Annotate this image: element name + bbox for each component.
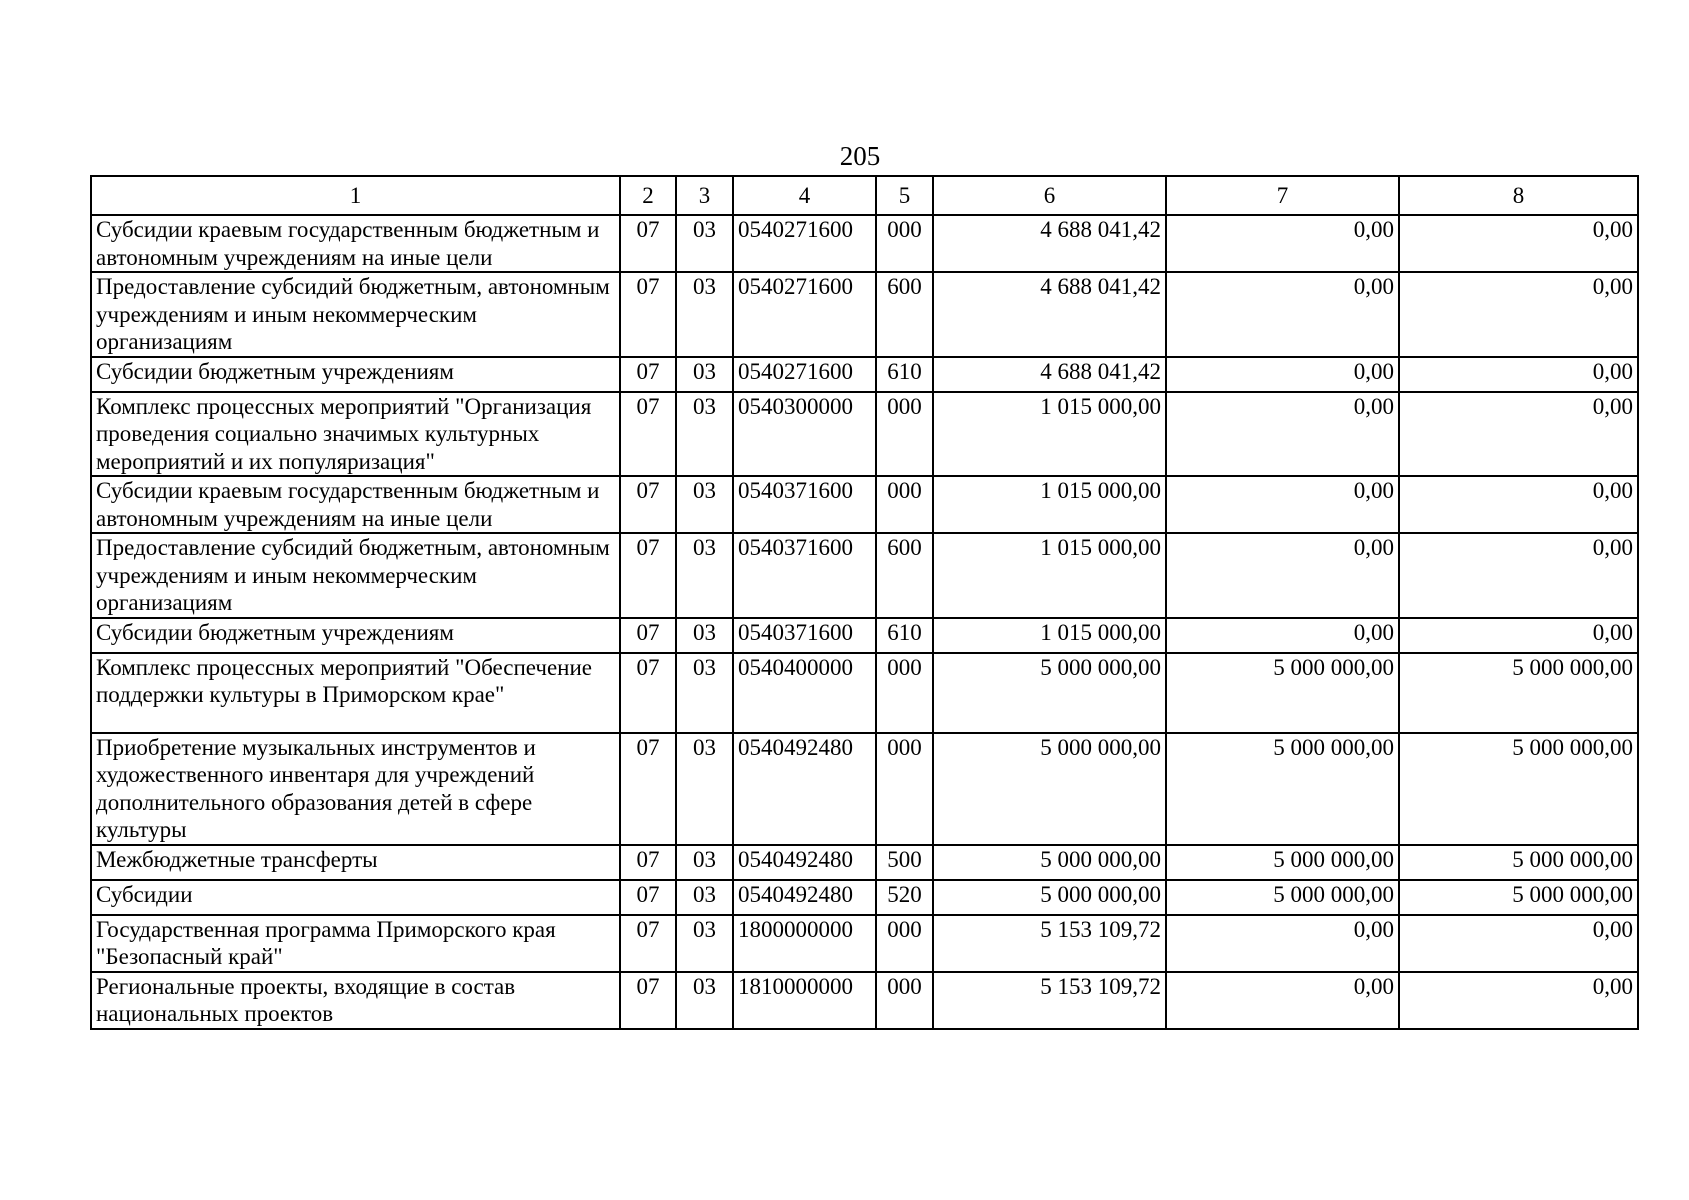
- cell-description: Предоставление субсидий бюджетным, автономным учреждениям и иным некоммерческим организациям: [91, 533, 620, 618]
- cell-amount-col7: 0,00: [1166, 915, 1399, 972]
- cell-description: Региональные проекты, входящие в состав национальных проектов: [91, 972, 620, 1029]
- cell-description: Субсидии краевым государственным бюджетным и автономным учреждениям на иные цели: [91, 215, 620, 272]
- table-row: [91, 653, 1638, 733]
- table-row: [91, 357, 1638, 392]
- cell-amount-col6: 1 015 000,00: [933, 392, 1166, 477]
- table-row: [91, 733, 1638, 845]
- cell-subsection: 03: [676, 272, 733, 357]
- cell-expense-type: 610: [876, 618, 933, 653]
- cell-target-article: 0540492480: [733, 733, 876, 845]
- cell-subsection: 03: [676, 392, 733, 477]
- cell-amount-col6: 1 015 000,00: [933, 533, 1166, 618]
- cell-amount-col8: 0,00: [1399, 533, 1638, 618]
- cell-amount-col6: 4 688 041,42: [933, 272, 1166, 357]
- cell-amount-col6: 5 153 109,72: [933, 972, 1166, 1029]
- budget-table: [90, 175, 1639, 1030]
- cell-expense-type: 600: [876, 272, 933, 357]
- cell-amount-col8: 5 000 000,00: [1399, 880, 1638, 915]
- cell-target-article: 0540371600: [733, 618, 876, 653]
- cell-amount-col8: 5 000 000,00: [1399, 653, 1638, 733]
- cell-amount-col6: 4 688 041,42: [933, 215, 1166, 272]
- cell-subsection: 03: [676, 357, 733, 392]
- cell-expense-type: 000: [876, 392, 933, 477]
- cell-amount-col7: 0,00: [1166, 357, 1399, 392]
- cell-description: Предоставление субсидий бюджетным, автономным учреждениям и иным некоммерческим организациям: [91, 272, 620, 357]
- table-row: [91, 392, 1638, 477]
- cell-subsection: 03: [676, 618, 733, 653]
- cell-subsection: 03: [676, 653, 733, 733]
- cell-amount-col8: 0,00: [1399, 476, 1638, 533]
- cell-section: 07: [620, 215, 676, 272]
- cell-amount-col6: 5 000 000,00: [933, 653, 1166, 733]
- cell-amount-col7: 5 000 000,00: [1166, 653, 1399, 733]
- cell-amount-col7: 5 000 000,00: [1166, 733, 1399, 845]
- cell-amount-col6: 5 153 109,72: [933, 915, 1166, 972]
- cell-description: Комплекс процессных мероприятий "Обеспечение поддержки культуры в Приморском крае": [91, 653, 620, 733]
- cell-subsection: 03: [676, 733, 733, 845]
- table-row: [91, 272, 1638, 357]
- cell-target-article: 0540371600: [733, 533, 876, 618]
- cell-expense-type: 520: [876, 880, 933, 915]
- cell-subsection: 03: [676, 476, 733, 533]
- cell-amount-col7: 0,00: [1166, 272, 1399, 357]
- cell-description: Приобретение музыкальных инструментов и художественного инвентаря для учреждений дополнительного образования детей в сфере культуры: [91, 733, 620, 845]
- table-row: [91, 533, 1638, 618]
- cell-section: 07: [620, 618, 676, 653]
- table-row: [91, 215, 1638, 272]
- cell-expense-type: 000: [876, 653, 933, 733]
- table-row: [91, 915, 1638, 972]
- cell-section: 07: [620, 972, 676, 1029]
- cell-expense-type: 000: [876, 215, 933, 272]
- cell-subsection: 03: [676, 880, 733, 915]
- header-cell-3: 3: [676, 176, 733, 215]
- cell-subsection: 03: [676, 915, 733, 972]
- cell-expense-type: 000: [876, 733, 933, 845]
- cell-amount-col8: 0,00: [1399, 357, 1638, 392]
- table-row: [91, 476, 1638, 533]
- cell-amount-col7: 0,00: [1166, 476, 1399, 533]
- cell-subsection: 03: [676, 845, 733, 880]
- cell-section: 07: [620, 476, 676, 533]
- cell-amount-col7: 0,00: [1166, 618, 1399, 653]
- cell-amount-col8: 0,00: [1399, 215, 1638, 272]
- header-cell-7: 7: [1166, 176, 1399, 215]
- table-row: [91, 972, 1638, 1029]
- cell-description: Субсидии краевым государственным бюджетным и автономным учреждениям на иные цели: [91, 476, 620, 533]
- cell-target-article: 0540271600: [733, 215, 876, 272]
- cell-amount-col8: 0,00: [1399, 618, 1638, 653]
- cell-expense-type: 000: [876, 915, 933, 972]
- cell-section: 07: [620, 392, 676, 477]
- cell-amount-col7: 0,00: [1166, 215, 1399, 272]
- cell-subsection: 03: [676, 972, 733, 1029]
- cell-section: 07: [620, 653, 676, 733]
- cell-target-article: 0540271600: [733, 272, 876, 357]
- cell-target-article: 0540371600: [733, 476, 876, 533]
- cell-section: 07: [620, 733, 676, 845]
- table-row: [91, 880, 1638, 915]
- cell-section: 07: [620, 845, 676, 880]
- cell-section: 07: [620, 880, 676, 915]
- cell-description: Субсидии: [91, 880, 620, 915]
- cell-target-article: 0540400000: [733, 653, 876, 733]
- cell-description: Комплекс процессных мероприятий "Организация проведения социально значимых культурных мероприятий и их популяризация": [91, 392, 620, 477]
- cell-target-article: 0540300000: [733, 392, 876, 477]
- cell-amount-col6: 5 000 000,00: [933, 880, 1166, 915]
- cell-amount-col8: 0,00: [1399, 972, 1638, 1029]
- cell-section: 07: [620, 533, 676, 618]
- cell-amount-col7: 0,00: [1166, 972, 1399, 1029]
- cell-amount-col8: 0,00: [1399, 392, 1638, 477]
- cell-description: Межбюджетные трансферты: [91, 845, 620, 880]
- cell-expense-type: 610: [876, 357, 933, 392]
- cell-amount-col7: 5 000 000,00: [1166, 880, 1399, 915]
- cell-subsection: 03: [676, 533, 733, 618]
- cell-section: 07: [620, 272, 676, 357]
- cell-amount-col6: 5 000 000,00: [933, 845, 1166, 880]
- cell-amount-col6: 5 000 000,00: [933, 733, 1166, 845]
- header-cell-6: 6: [933, 176, 1166, 215]
- header-cell-5: 5: [876, 176, 933, 215]
- cell-amount-col8: 5 000 000,00: [1399, 845, 1638, 880]
- cell-subsection: 03: [676, 215, 733, 272]
- cell-expense-type: 000: [876, 972, 933, 1029]
- cell-section: 07: [620, 915, 676, 972]
- cell-target-article: 0540492480: [733, 845, 876, 880]
- cell-amount-col8: 0,00: [1399, 915, 1638, 972]
- cell-description: Субсидии бюджетным учреждениям: [91, 357, 620, 392]
- table-row: [91, 845, 1638, 880]
- header-cell-1: 1: [91, 176, 620, 215]
- header-cell-8: 8: [1399, 176, 1638, 215]
- cell-description: Субсидии бюджетным учреждениям: [91, 618, 620, 653]
- page-number: 205: [839, 141, 881, 171]
- header-cell-4: 4: [733, 176, 876, 215]
- cell-section: 07: [620, 357, 676, 392]
- cell-amount-col6: 1 015 000,00: [933, 618, 1166, 653]
- cell-amount-col8: 0,00: [1399, 272, 1638, 357]
- cell-target-article: 0540271600: [733, 357, 876, 392]
- header-cell-2: 2: [620, 176, 676, 215]
- table-row: [91, 618, 1638, 653]
- cell-expense-type: 600: [876, 533, 933, 618]
- cell-target-article: 1810000000: [733, 972, 876, 1029]
- cell-amount-col8: 5 000 000,00: [1399, 733, 1638, 845]
- cell-expense-type: 000: [876, 476, 933, 533]
- cell-description: Государственная программа Приморского края "Безопасный край": [91, 915, 620, 972]
- cell-target-article: 0540492480: [733, 880, 876, 915]
- header-row: [91, 176, 1638, 215]
- cell-amount-col7: 0,00: [1166, 392, 1399, 477]
- cell-amount-col6: 4 688 041,42: [933, 357, 1166, 392]
- cell-target-article: 1800000000: [733, 915, 876, 972]
- cell-expense-type: 500: [876, 845, 933, 880]
- cell-amount-col7: 5 000 000,00: [1166, 845, 1399, 880]
- cell-amount-col6: 1 015 000,00: [933, 476, 1166, 533]
- cell-amount-col7: 0,00: [1166, 533, 1399, 618]
